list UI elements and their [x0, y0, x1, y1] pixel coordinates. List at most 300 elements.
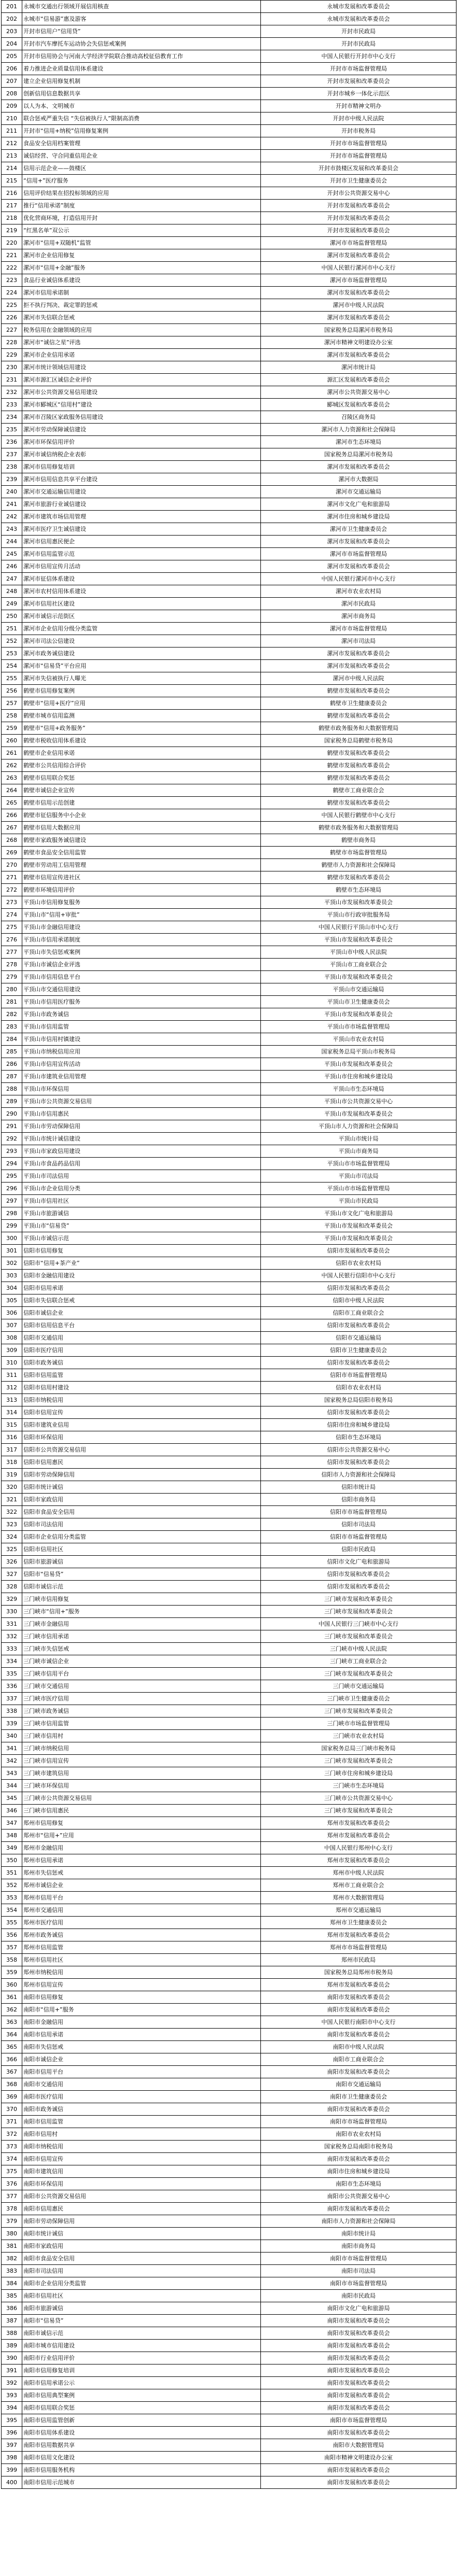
table-row — [2, 2340, 456, 2352]
row-number: 386 — [2, 2302, 22, 2315]
row-title: 平顶山市旅游诚信 — [22, 1207, 261, 1220]
table-row — [2, 2165, 456, 2178]
row-number: 353 — [2, 1892, 22, 1904]
table-row — [2, 137, 456, 150]
table-row — [2, 1879, 456, 1892]
table-row — [2, 1718, 456, 1730]
row-unit: 国家税务总局鹤壁市税务局 — [261, 735, 456, 747]
table-row — [2, 884, 456, 896]
table-row — [2, 1232, 456, 1245]
row-title: 漯河市司法公信建设 — [22, 635, 261, 647]
table-row — [2, 1382, 456, 1394]
row-unit: 南阳市市场监督管理局 — [261, 2116, 456, 2128]
row-number: 310 — [2, 1357, 22, 1369]
row-title: 漯河市旅游行业诚信建设 — [22, 498, 261, 511]
row-title: 漯河市“诚信之星”评选 — [22, 336, 261, 349]
row-number: 237 — [2, 448, 22, 461]
row-title: 三门峡市信用惠民 — [22, 1805, 261, 1817]
row-unit: 三门峡市发展和改革委员会 — [261, 1593, 456, 1606]
row-unit: 开封市公共资源交易中心 — [261, 187, 456, 200]
row-title: 郑州市信用承诺 — [22, 1854, 261, 1867]
row-unit: 平顶山市发展和改革委员会 — [261, 1220, 456, 1232]
row-unit: 平顶山市文化广电和旅游局 — [261, 1207, 456, 1220]
row-unit: 鹤壁市发展和改革委员会 — [261, 685, 456, 697]
row-title: 漯河市企业信用修复 — [22, 249, 261, 262]
row-unit: 南阳市发展和改革委员会 — [261, 2476, 456, 2489]
table-row — [2, 685, 456, 697]
row-unit: 鹤壁市卫生健康委员会 — [261, 697, 456, 710]
table-row — [2, 299, 456, 312]
row-title: 信阳市环保信用 — [22, 1431, 261, 1444]
row-unit: 南阳市发展和改革委员会 — [261, 2066, 456, 2078]
row-title: 漯河市企业信用分级分类监管 — [22, 623, 261, 635]
table-row — [2, 735, 456, 747]
row-title: 信阳市信用承诺 — [22, 1282, 261, 1294]
row-title: 平顶山市金融信用建设 — [22, 921, 261, 934]
table-row — [2, 1145, 456, 1158]
row-title: 漯河市建筑市场信用管理 — [22, 511, 261, 523]
row-unit: 郑州市发展和改革委员会 — [261, 1854, 456, 1867]
table-row — [2, 386, 456, 399]
table-row — [2, 660, 456, 672]
row-unit: 国家税务总局漯河市税务局 — [261, 324, 456, 336]
row-title: 南阳市纳税信用 — [22, 2141, 261, 2153]
row-title: 平顶山市交通信用建设 — [22, 983, 261, 996]
row-unit: 平顶山市发展和改革委员会 — [261, 1232, 456, 1245]
table-row — [2, 722, 456, 735]
row-unit: 信阳市司法局 — [261, 1518, 456, 1531]
row-number: 242 — [2, 511, 22, 523]
row-number: 329 — [2, 1593, 22, 1606]
row-number: 390 — [2, 2352, 22, 2364]
row-number: 394 — [2, 2402, 22, 2414]
row-title: 南阳市建筑信用 — [22, 2165, 261, 2178]
row-title: 平顶山市诚信示范 — [22, 1232, 261, 1245]
table-row — [2, 1257, 456, 1270]
row-title: 平顶山市信用医疗服务 — [22, 996, 261, 1008]
row-number: 374 — [2, 2153, 22, 2165]
row-number: 282 — [2, 1008, 22, 1021]
table-row — [2, 2153, 456, 2165]
row-unit: 开封市发展和改革委员会 — [261, 200, 456, 212]
row-title: 南阳市信用修复培训 — [22, 2364, 261, 2377]
row-title: 信阳市旅游诚信 — [22, 1556, 261, 1568]
row-number: 272 — [2, 884, 22, 896]
row-title: 平顶山市环保信用 — [22, 1083, 261, 1095]
row-number: 359 — [2, 1966, 22, 1979]
row-number: 202 — [2, 13, 22, 25]
table-row — [2, 2402, 456, 2414]
table-row — [2, 2253, 456, 2265]
row-number: 286 — [2, 1058, 22, 1071]
table-row — [2, 1481, 456, 1494]
row-number: 205 — [2, 50, 22, 63]
row-number: 307 — [2, 1319, 22, 1332]
row-number: 366 — [2, 2053, 22, 2066]
row-unit: 开封市城乡一体化示范区 — [261, 88, 456, 100]
table-row — [2, 610, 456, 623]
table-row — [2, 523, 456, 536]
row-unit: 南阳市发展和改革委员会 — [261, 2340, 456, 2352]
row-unit: 中国人民银行漯河市中心支行 — [261, 262, 456, 274]
table-row — [2, 1444, 456, 1456]
row-unit: 中国人民银行开封市中心支行 — [261, 50, 456, 63]
table-row — [2, 747, 456, 759]
table-row — [2, 2290, 456, 2302]
row-title: 南阳市信用监管创新 — [22, 2414, 261, 2427]
row-title: 信阳市企业信用分类监管 — [22, 1531, 261, 1543]
row-unit: 国家税务总局三门峡市税务局 — [261, 1742, 456, 1755]
row-number: 369 — [2, 2091, 22, 2103]
row-number: 326 — [2, 1556, 22, 1568]
row-unit: 开封市市场监督管理局 — [261, 150, 456, 162]
table-row — [2, 1357, 456, 1369]
row-unit: 平顶山市市场监督管理局 — [261, 1021, 456, 1033]
table-row — [2, 2240, 456, 2253]
row-unit: 南阳市市场监督管理局 — [261, 2253, 456, 2265]
row-title: 平顶山市食品药品信用 — [22, 1158, 261, 1170]
row-number: 256 — [2, 685, 22, 697]
row-unit: 信阳市发展和改革委员会 — [261, 1456, 456, 1469]
row-unit: 漯河市发展和改革委员会 — [261, 312, 456, 324]
table-row — [2, 1245, 456, 1257]
table-row — [2, 834, 456, 847]
row-unit: 平顶山市发展和改革委员会 — [261, 934, 456, 946]
row-number: 281 — [2, 996, 22, 1008]
row-unit: 漯河市文化广电和旅游局 — [261, 498, 456, 511]
row-title: 漯河市征信体系建设 — [22, 573, 261, 585]
row-title: 信阳市信用社区 — [22, 1543, 261, 1556]
row-unit: 国家税务总局信阳市税务局 — [261, 1394, 456, 1406]
row-unit: 南阳市发展和改革委员会 — [261, 2352, 456, 2364]
row-number: 328 — [2, 1581, 22, 1593]
table-row — [2, 249, 456, 262]
table-row — [2, 1518, 456, 1531]
row-title: 开封市汽车摩托车运动协会失信惩戒案例 — [22, 38, 261, 50]
table-row — [2, 672, 456, 685]
row-number: 368 — [2, 2078, 22, 2091]
row-unit: 开封市民政局 — [261, 38, 456, 50]
row-title: 信阳市统计诚信 — [22, 1481, 261, 1494]
row-number: 276 — [2, 934, 22, 946]
table-row — [2, 1095, 456, 1108]
row-title: 南阳市旅游诚信 — [22, 2302, 261, 2315]
table-row — [2, 312, 456, 324]
row-number: 371 — [2, 2116, 22, 2128]
table-row — [2, 896, 456, 909]
row-unit: 漯河市精神文明建设办公室 — [261, 336, 456, 349]
row-title: 三门峡市失信惩戒 — [22, 1643, 261, 1655]
table-row — [2, 809, 456, 822]
row-title: 郑州市信用监管 — [22, 1941, 261, 1954]
case-list-table — [1, 0, 456, 2489]
table-row — [2, 2352, 456, 2364]
table-row — [2, 13, 456, 25]
table-row — [2, 1680, 456, 1693]
table-row — [2, 2066, 456, 2078]
row-unit: 召陵区商务局 — [261, 411, 456, 424]
row-unit: 中国人民银行信阳市中心支行 — [261, 1270, 456, 1282]
row-title: 三门峡市金融信用 — [22, 1618, 261, 1630]
row-title: 三门峡市信用平台 — [22, 1668, 261, 1680]
row-title: 食品安全信用档案管理 — [22, 137, 261, 150]
row-number: 344 — [2, 1780, 22, 1792]
row-unit: 郑州市大数据管理局 — [261, 1892, 456, 1904]
row-unit: 鹤壁市市场监督管理局 — [261, 847, 456, 859]
table-row — [2, 1170, 456, 1183]
table-row — [2, 959, 456, 971]
row-title: 漯河市信用信息共享平台建设 — [22, 473, 261, 486]
row-title: 南阳市信用监管 — [22, 2116, 261, 2128]
table-row — [2, 224, 456, 237]
row-title: 南阳市劳动保障信用 — [22, 2215, 261, 2228]
row-unit: 信阳市发展和改革委员会 — [261, 1319, 456, 1332]
table-row — [2, 349, 456, 361]
row-title: 三门峡市纳税信用 — [22, 1742, 261, 1755]
row-unit: 南阳市民政局 — [261, 2290, 456, 2302]
row-unit: 漯河市统计局 — [261, 361, 456, 374]
row-number: 207 — [2, 75, 22, 88]
row-unit: 漯河市交通运输局 — [261, 486, 456, 498]
row-title: 优化营商环境，打造信用开封 — [22, 212, 261, 224]
table-row — [2, 1220, 456, 1232]
row-title: 建立企业信用修复机制 — [22, 75, 261, 88]
row-number: 339 — [2, 1718, 22, 1730]
table-row — [2, 934, 456, 946]
row-number: 347 — [2, 1817, 22, 1829]
table-row — [2, 1655, 456, 1668]
table-row — [2, 822, 456, 834]
row-title: 南阳市信用承诺 — [22, 2029, 261, 2041]
row-unit: 三门峡市市场监督管理局 — [261, 1718, 456, 1730]
row-number: 261 — [2, 747, 22, 759]
row-title: 郑州市信用社区 — [22, 1954, 261, 1966]
row-title: 漯河市信用承诺制 — [22, 287, 261, 299]
table-row — [2, 498, 456, 511]
row-unit: 南阳市发展和改革委员会 — [261, 2389, 456, 2402]
row-unit: 南阳市市场监督管理局 — [261, 2414, 456, 2427]
table-row — [2, 1332, 456, 1344]
row-title: 三门峡市政务诚信 — [22, 1705, 261, 1718]
row-title: 信阳市“信易贷” — [22, 1568, 261, 1581]
row-unit: 南阳市发展和改革委员会 — [261, 2315, 456, 2327]
row-number: 321 — [2, 1494, 22, 1506]
table-row — [2, 374, 456, 386]
row-title: 南阳市城市信用建设 — [22, 2340, 261, 2352]
row-number: 240 — [2, 486, 22, 498]
row-unit: 平顶山市市场监督管理局 — [261, 1158, 456, 1170]
row-title: 南阳市失信惩戒 — [22, 2041, 261, 2053]
row-number: 367 — [2, 2066, 22, 2078]
row-number: 246 — [2, 560, 22, 573]
row-unit: 平顶山市发展和改革委员会 — [261, 1008, 456, 1021]
row-title: 平顶山市失信惩戒案例 — [22, 946, 261, 959]
row-number: 260 — [2, 735, 22, 747]
table-row — [2, 710, 456, 722]
row-title: 南阳市家政信用 — [22, 2240, 261, 2253]
row-unit: 漯河市农业农村局 — [261, 585, 456, 598]
row-title: 鹤壁市诚信企业宣传 — [22, 784, 261, 797]
row-unit: 漯河市发展和改革委员会 — [261, 560, 456, 573]
table-row — [2, 2103, 456, 2116]
row-unit: 郑州市民政局 — [261, 1954, 456, 1966]
row-title: 南阳市信用联合奖惩 — [22, 2402, 261, 2414]
row-unit: 郑州市发展和改革委员会 — [261, 1829, 456, 1842]
row-number: 351 — [2, 1867, 22, 1879]
row-unit: 郑州市卫生健康委员会 — [261, 1917, 456, 1929]
row-number: 294 — [2, 1158, 22, 1170]
row-title: 鹤壁市税收信用体系建设 — [22, 735, 261, 747]
row-title: 南阳市食品安全信用 — [22, 2253, 261, 2265]
row-unit: 信阳市发展和改革委员会 — [261, 1568, 456, 1581]
row-title: 拒不执行判决、裁定罪的惩戒 — [22, 299, 261, 312]
row-title: 漯河市“信用+金融”服务 — [22, 262, 261, 274]
row-unit: 信阳市工商业联合会 — [261, 1307, 456, 1319]
row-title: 郑州市交通信用 — [22, 1904, 261, 1917]
table-row — [2, 1805, 456, 1817]
table-row — [2, 2452, 456, 2464]
row-title: 信阳市家政信用 — [22, 1494, 261, 1506]
table-row — [2, 635, 456, 647]
row-unit: 平顶山市发展和改革委员会 — [261, 1108, 456, 1120]
row-unit: 南阳市发展和改革委员会 — [261, 2464, 456, 2476]
table-row — [2, 473, 456, 486]
row-title: 永城市“信易游”惠及游客 — [22, 13, 261, 25]
row-title: 漯河市医疗卫生诚信建设 — [22, 523, 261, 536]
row-number: 258 — [2, 710, 22, 722]
row-title: 信阳市公共资源交易信用 — [22, 1444, 261, 1456]
row-title: 鹤壁市信用大数据应用 — [22, 822, 261, 834]
row-number: 377 — [2, 2190, 22, 2203]
row-title: 南阳市诚信示范 — [22, 2327, 261, 2340]
row-number: 211 — [2, 125, 22, 137]
row-number: 327 — [2, 1568, 22, 1581]
row-number: 370 — [2, 2103, 22, 2116]
table-row — [2, 784, 456, 797]
row-number: 301 — [2, 1245, 22, 1257]
row-number: 279 — [2, 971, 22, 983]
row-title: 鹤壁市环境信用评价 — [22, 884, 261, 896]
row-title: 三门峡市交通信用 — [22, 1680, 261, 1693]
row-title: 三门峡市信用宣传 — [22, 1755, 261, 1767]
row-number: 236 — [2, 436, 22, 448]
table-row — [2, 486, 456, 498]
table-row — [2, 1606, 456, 1618]
row-title: 鹤壁市信用联合奖惩 — [22, 772, 261, 784]
row-number: 249 — [2, 598, 22, 610]
table-row — [2, 1469, 456, 1481]
row-number: 245 — [2, 548, 22, 560]
row-number: 268 — [2, 834, 22, 847]
row-title: 南阳市信用村 — [22, 2128, 261, 2141]
row-unit: 南阳市司法局 — [261, 2265, 456, 2277]
row-title: 南阳市信用平台 — [22, 2066, 261, 2078]
table-row — [2, 1195, 456, 1207]
row-number: 220 — [2, 237, 22, 249]
table-row — [2, 1207, 456, 1220]
table-row — [2, 2277, 456, 2290]
row-unit: 郑州市发展和改革委员会 — [261, 1817, 456, 1829]
table-row — [2, 2427, 456, 2439]
row-number: 273 — [2, 896, 22, 909]
row-unit: 开封市发展和改革委员会 — [261, 224, 456, 237]
row-unit: 信阳市市场监督管理局 — [261, 1369, 456, 1382]
table-row — [2, 1494, 456, 1506]
row-title: 南阳市司法信用 — [22, 2265, 261, 2277]
row-unit: 鹤壁市工商业联合会 — [261, 784, 456, 797]
row-number: 338 — [2, 1705, 22, 1718]
row-number: 277 — [2, 946, 22, 959]
table-row — [2, 274, 456, 287]
row-title: 信阳市金融信用建设 — [22, 1270, 261, 1282]
table-row — [2, 25, 456, 38]
row-number: 375 — [2, 2165, 22, 2178]
row-number: 223 — [2, 274, 22, 287]
row-unit: 南阳市发展和改革委员会 — [261, 2004, 456, 2016]
row-number: 214 — [2, 162, 22, 175]
row-unit: 国家税务总局平顶山市税务局 — [261, 1046, 456, 1058]
row-unit: 信阳市市场监督管理局 — [261, 1506, 456, 1518]
row-unit: 南阳市市场监督管理局 — [261, 2277, 456, 2290]
row-number: 323 — [2, 1518, 22, 1531]
row-number: 345 — [2, 1792, 22, 1805]
table-row — [2, 847, 456, 859]
row-title: 南阳市信用社区 — [22, 2290, 261, 2302]
row-number: 352 — [2, 1879, 22, 1892]
row-title: 鹤壁市城市信用监测 — [22, 710, 261, 722]
row-unit: 南阳市大数据管理局 — [261, 2439, 456, 2452]
row-title: 南阳市“信易贷” — [22, 2315, 261, 2327]
row-title: 平顶山市信用监管 — [22, 1021, 261, 1033]
table-row — [2, 361, 456, 374]
row-number: 313 — [2, 1394, 22, 1406]
row-number: 257 — [2, 697, 22, 710]
row-unit: 平顶山市民政局 — [261, 1195, 456, 1207]
row-title: 漯河市交通运输信用建设 — [22, 486, 261, 498]
row-unit: 三门峡市发展和改革委员会 — [261, 1606, 456, 1618]
row-unit: 南阳市工商业联合会 — [261, 2053, 456, 2066]
row-unit: 郑州市发展和改革委员会 — [261, 1979, 456, 1991]
row-unit: 三门峡市住房和城乡建设局 — [261, 1767, 456, 1780]
table-row — [2, 237, 456, 249]
row-number: 376 — [2, 2178, 22, 2190]
table-row — [2, 100, 456, 112]
table-row — [2, 1693, 456, 1705]
row-number: 238 — [2, 461, 22, 473]
row-unit: 永城市发展和改革委员会 — [261, 1, 456, 13]
row-title: 南阳市医疗信用 — [22, 2091, 261, 2103]
row-unit: 三门峡市交通运输局 — [261, 1680, 456, 1693]
table-row — [2, 1854, 456, 1867]
row-title: 信阳市信用村建设 — [22, 1382, 261, 1394]
row-unit: 信阳市文化广电和旅游局 — [261, 1556, 456, 1568]
row-number: 350 — [2, 1854, 22, 1867]
row-title: 平顶山市建筑业信用管理 — [22, 1071, 261, 1083]
row-number: 206 — [2, 63, 22, 75]
row-unit: 平顶山市行政审批服务局 — [261, 909, 456, 921]
row-number: 289 — [2, 1095, 22, 1108]
row-unit: 国家税务总局南阳市税务局 — [261, 2141, 456, 2153]
row-title: 平顶山市统计诚信建设 — [22, 1133, 261, 1145]
row-unit: 漯河市发展和改革委员会 — [261, 249, 456, 262]
row-title: 南阳市统计诚信 — [22, 2228, 261, 2240]
row-title: 信阳市失信联合惩戒 — [22, 1294, 261, 1307]
table-row — [2, 2476, 456, 2489]
row-unit: 漯河市发展和改革委员会 — [261, 660, 456, 672]
table-row — [2, 436, 456, 448]
table-row — [2, 461, 456, 473]
table-row — [2, 2389, 456, 2402]
